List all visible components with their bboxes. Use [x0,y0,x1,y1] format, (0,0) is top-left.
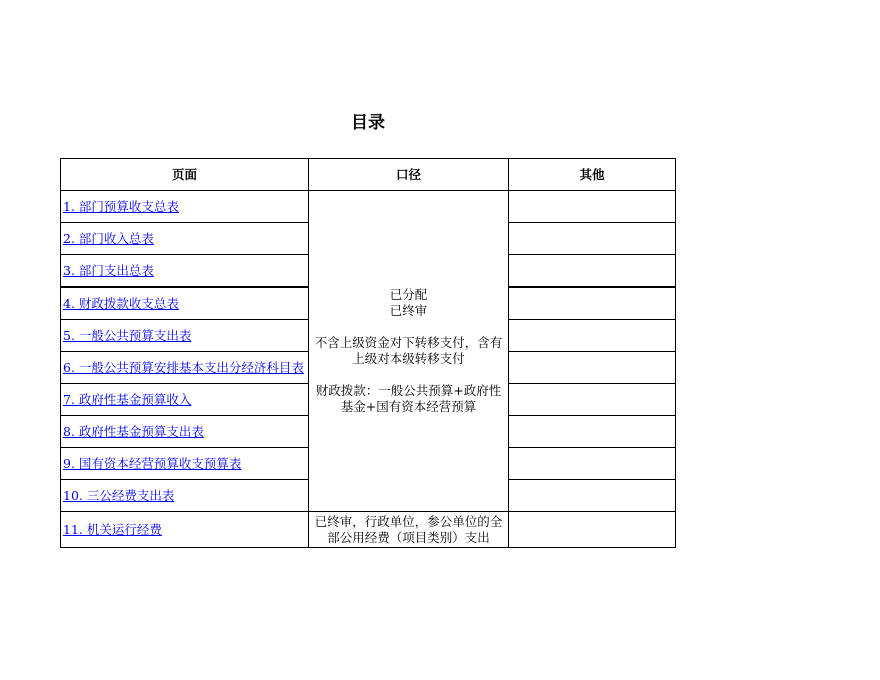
link-dept-income[interactable]: 2. 部门收入总表 [63,230,154,246]
page-cell [61,255,309,288]
caliber-transfer-note: 不含上级资金对下转移支付，含有上级对本级转移支付 [314,335,503,366]
link-basic-expenditure-economic[interactable]: 6. 一般公共预算安排基本支出分经济科目表 [63,359,304,375]
link-fiscal-appropriation[interactable]: 4. 财政拨款收支总表 [63,295,179,311]
other-cell [509,352,676,384]
link-gov-fund-income[interactable]: 7. 政府性基金预算收入 [63,391,192,407]
page-cell [61,223,309,255]
page-cell [61,448,309,480]
link-agency-operating-funds[interactable]: 11. 机关运行经费 [63,521,162,537]
page-cell [61,512,309,548]
catalog-table [60,158,676,548]
page-title: 目录 [351,113,385,133]
other-cell [509,480,676,512]
caliber-final-review: 已终审 [389,303,428,318]
other-cell [509,320,676,352]
header-caliber: 口径 [309,159,509,191]
link-three-public-expenses[interactable]: 10. 三公经费支出表 [63,487,175,503]
other-cell [509,416,676,448]
table-row [61,512,676,548]
other-cell [509,287,676,320]
link-gov-fund-expenditure[interactable]: 8. 政府性基金预算支出表 [63,423,204,439]
link-state-capital-budget[interactable]: 9. 国有资本经营预算收支预算表 [63,455,242,471]
caliber-appropriation-note: 财政拨款：一般公共预算+政府性基金+国有资本经营预算 [315,383,502,414]
link-general-public-budget[interactable]: 5. 一般公共预算支出表 [63,327,192,343]
other-cell [509,448,676,480]
other-cell [509,223,676,255]
other-cell [509,512,676,548]
other-cell [509,384,676,416]
page-cell [61,480,309,512]
other-cell [509,255,676,288]
link-dept-budget-summary[interactable]: 1. 部门预算收支总表 [63,198,179,214]
page-cell [61,191,309,223]
page-cell [61,320,309,352]
header-page: 页面 [61,159,309,191]
page-cell [61,384,309,416]
caliber-cell-last: 已终审，行政单位，参公单位的全部公用经费（项目类别）支出 [309,512,509,548]
header-other: 其他 [509,159,676,191]
page-cell [61,352,309,384]
other-cell [509,191,676,223]
page-cell [61,287,309,320]
link-dept-expenditure[interactable]: 3. 部门支出总表 [63,262,154,278]
page-cell [61,416,309,448]
caliber-cell-main [309,191,509,512]
caliber-allocated: 已分配 [389,287,428,302]
table-row [61,191,676,223]
table-header-row [61,159,676,191]
